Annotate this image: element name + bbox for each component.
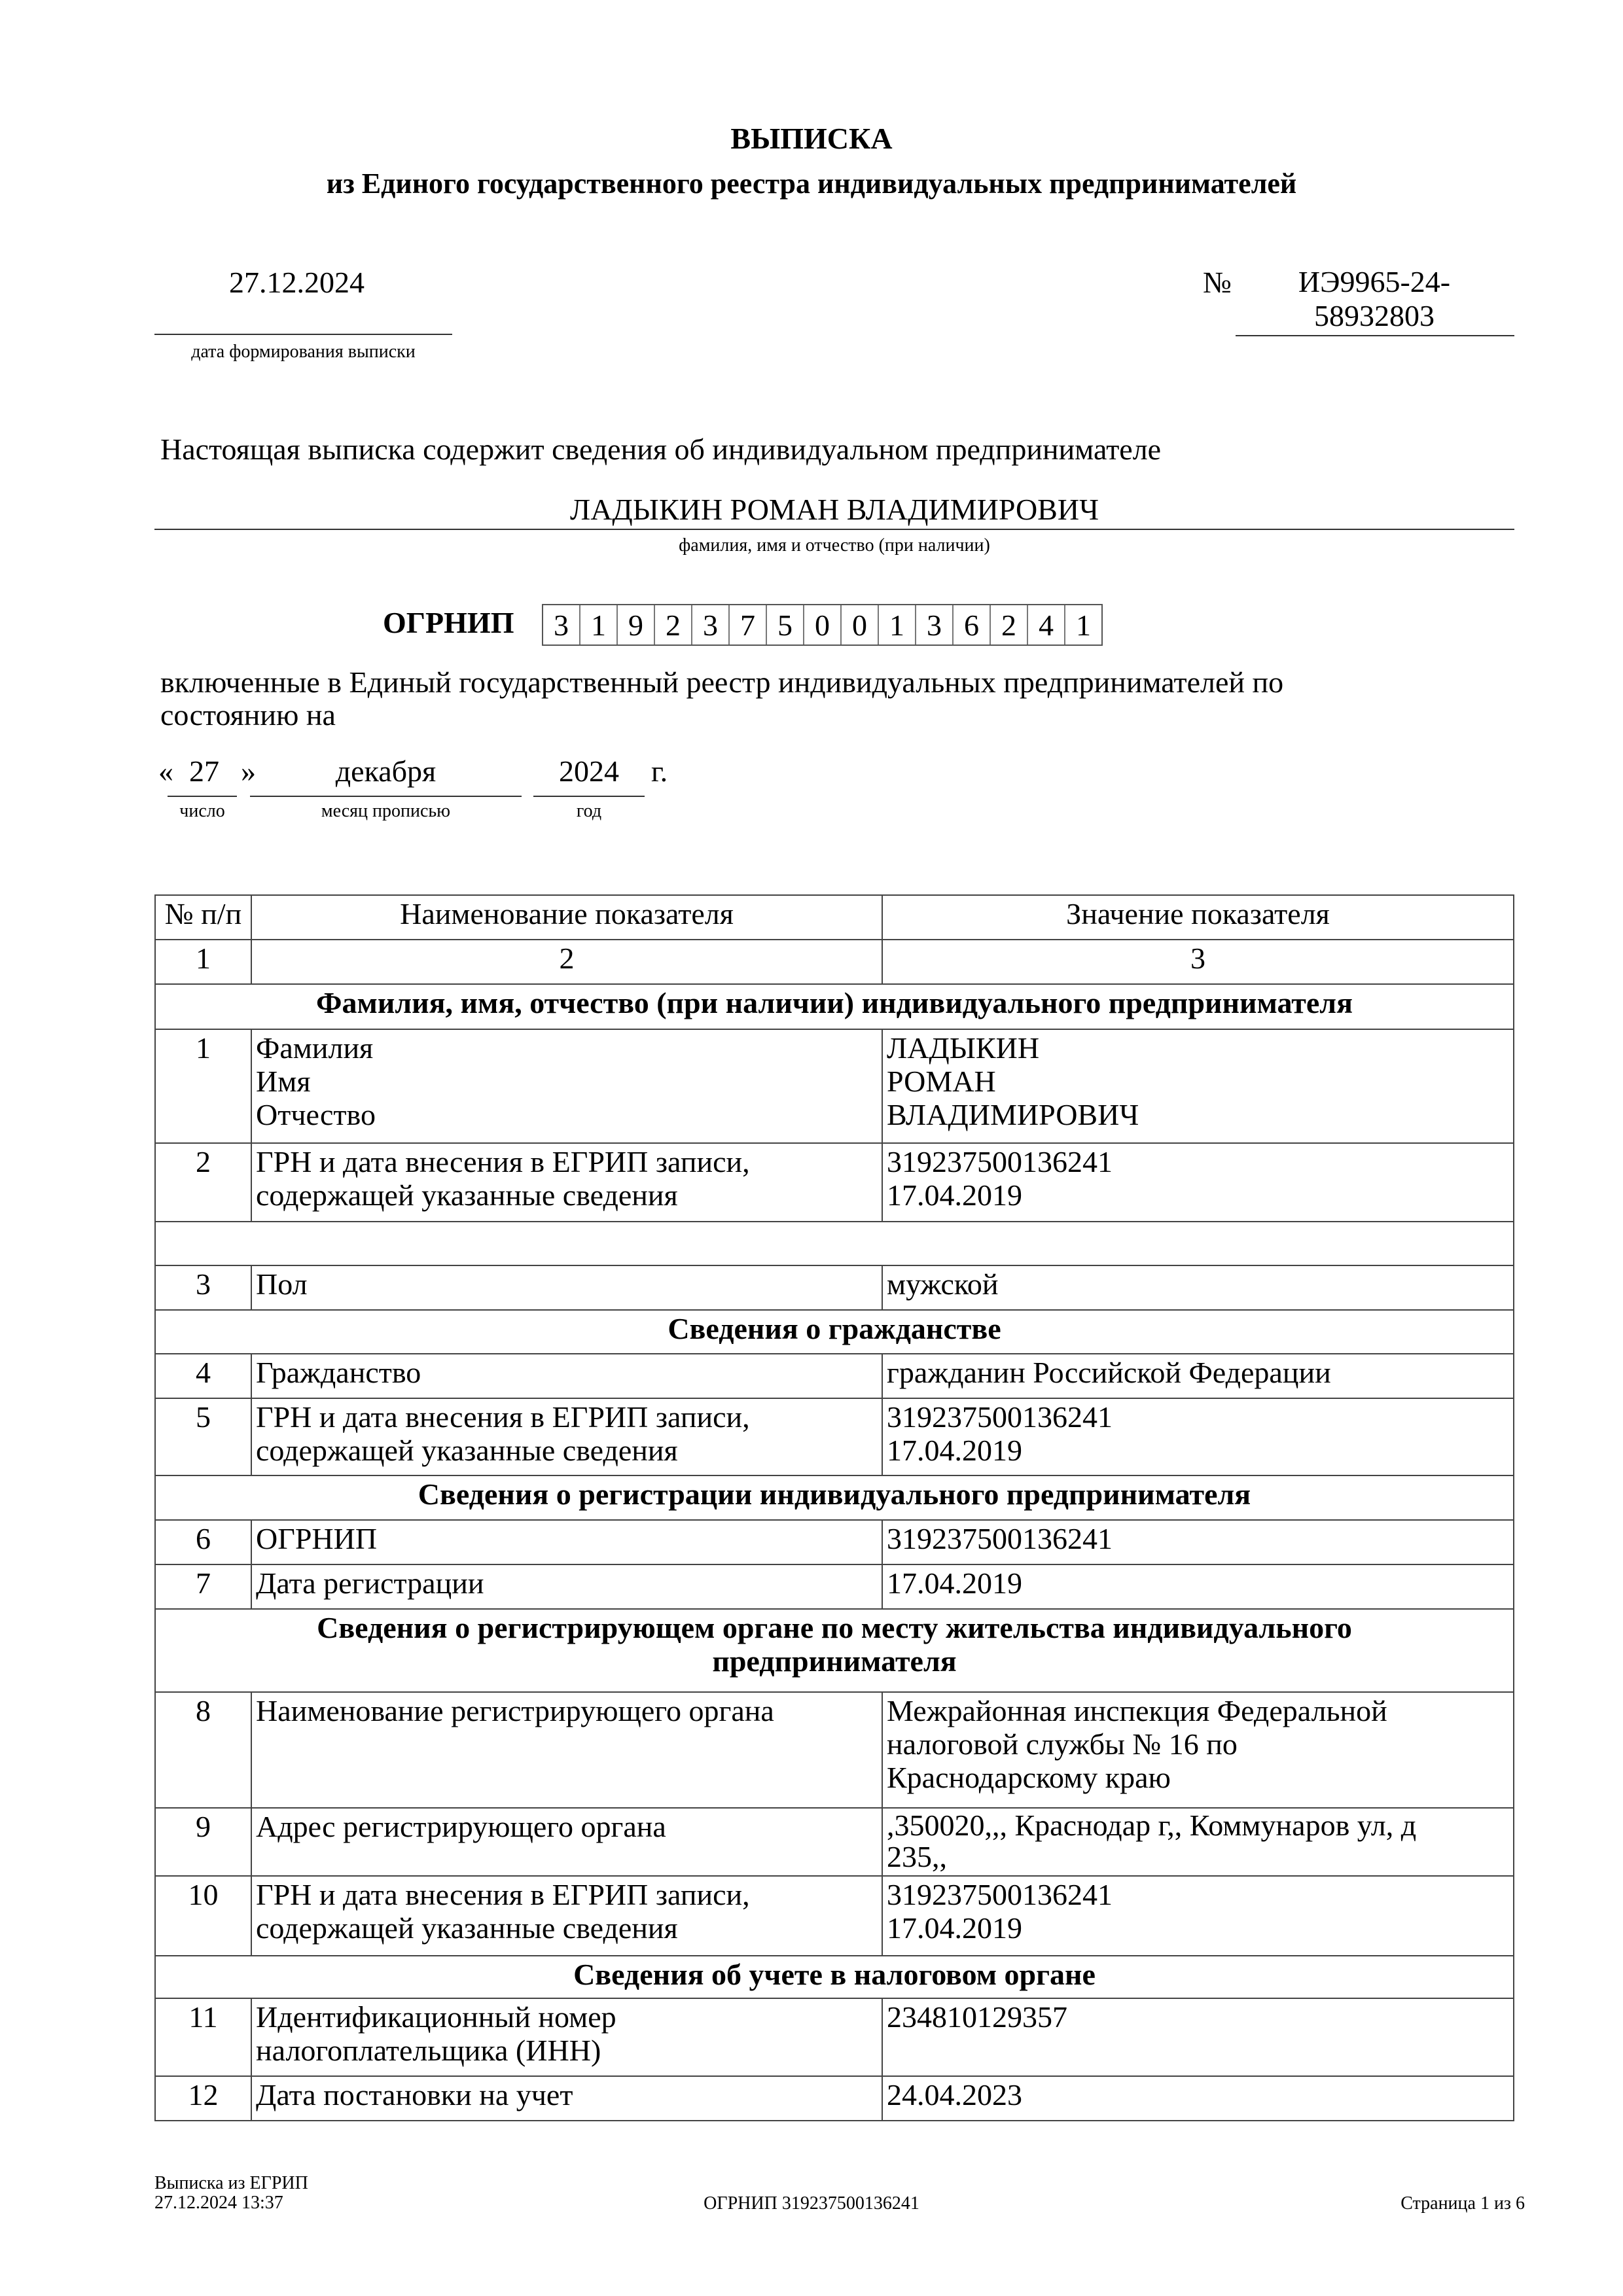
- table-row: [155, 1029, 1514, 1143]
- table-row: [155, 1876, 1514, 1956]
- ogrnip-digit: 3: [543, 605, 580, 645]
- col-number: 2: [251, 940, 882, 984]
- table-row: [155, 1564, 1514, 1609]
- col-number: 3: [882, 940, 1514, 984]
- table-row: [155, 1692, 1514, 1808]
- column-numbers-row: [155, 940, 1514, 984]
- day-underline: [168, 796, 237, 797]
- year-underline: [533, 796, 645, 797]
- table-row: [155, 1520, 1514, 1564]
- section-row: [155, 1609, 1514, 1692]
- row-value: 319237500136241 17.04.2019: [882, 1876, 1514, 1956]
- table-row: [155, 2076, 1514, 2121]
- footer-ogrnip: ОГРНИП 319237500136241: [704, 2193, 919, 2214]
- date-underline: [154, 334, 452, 335]
- col-number: 1: [155, 940, 251, 984]
- included-text-line1: включенные в Единый государственный реестр индивидуальных предпринимателей по: [160, 665, 1284, 699]
- header-indicator-value: Значение показателя: [882, 895, 1514, 940]
- section-tax: Сведения об учете в налоговом органе: [155, 1956, 1514, 1998]
- table-row: [155, 1265, 1514, 1310]
- month-underline: [250, 796, 522, 797]
- row-name: ОГРНИП: [251, 1520, 882, 1564]
- table-row: [155, 1998, 1514, 2076]
- section-fio: Фамилия, имя, отчество (при наличии) индивидуального предпринимателя: [155, 984, 1514, 1029]
- row-number: 8: [155, 1692, 251, 1808]
- empty-cell: [155, 1222, 1514, 1265]
- fio-caption: фамилия, имя и отчество (при наличии): [679, 535, 990, 556]
- extract-number-line1: ИЭ9965-24-: [1298, 265, 1451, 298]
- entrepreneur-fio: ЛАДЫКИН РОМАН ВЛАДИМИРОВИЧ: [570, 493, 1099, 526]
- row-name: Пол: [251, 1265, 882, 1310]
- row-name: Идентификационный номер налогоплательщика (ИНН): [251, 1998, 882, 2076]
- row-name: Гражданство: [251, 1354, 882, 1398]
- row-number: 12: [155, 2076, 251, 2121]
- row-name: ГРН и дата внесения в ЕГРИП записи, содержащей указанные сведения: [251, 1876, 882, 1956]
- month-caption: месяц прописью: [321, 801, 451, 821]
- extract-number-line2: 58932803: [1314, 299, 1435, 332]
- date-caption: дата формирования выписки: [191, 342, 416, 362]
- footer-page-number: Страница 1 из 6: [1400, 2193, 1525, 2214]
- ogrnip-digit: 0: [804, 605, 842, 645]
- ogrnip-digit: 1: [879, 605, 916, 645]
- empty-row: [155, 1222, 1514, 1265]
- section-row: [155, 1956, 1514, 1998]
- included-text: [160, 666, 1283, 732]
- table-row: [155, 1354, 1514, 1398]
- row-value: 319237500136241 17.04.2019: [882, 1398, 1514, 1475]
- row-number: 1: [155, 1029, 251, 1143]
- section-row: [155, 1475, 1514, 1520]
- as-of-year: 2024: [559, 754, 619, 788]
- table-header-row: [155, 895, 1514, 940]
- row-number: 10: [155, 1876, 251, 1956]
- header-indicator-name: Наименование показателя: [251, 895, 882, 940]
- row-value: 17.04.2019: [882, 1564, 1514, 1609]
- row-number: 6: [155, 1520, 251, 1564]
- document-subtitle: из Единого государственного реестра индивидуальных предпринимателей: [326, 168, 1297, 200]
- ogrnip-digit: 2: [655, 605, 692, 645]
- table-row: [155, 1143, 1514, 1222]
- year-caption: год: [576, 801, 602, 821]
- ogrnip-digit: 9: [618, 605, 655, 645]
- row-value: мужской: [882, 1265, 1514, 1310]
- day-caption: число: [179, 801, 225, 821]
- close-quote: »: [241, 754, 256, 788]
- row-number: 3: [155, 1265, 251, 1310]
- ogrnip-digit: 3: [916, 605, 954, 645]
- extract-date: 27.12.2024: [229, 266, 365, 299]
- year-suffix: г.: [651, 754, 668, 788]
- section-citizenship: Сведения о гражданстве: [155, 1310, 1514, 1354]
- section-row: [155, 1310, 1514, 1354]
- header-number: № п/п: [155, 895, 251, 940]
- as-of-day: 27: [189, 754, 219, 788]
- row-number: 2: [155, 1143, 251, 1222]
- egrip-data-table: [154, 894, 1514, 2121]
- section-reg-authority: Сведения о регистрирующем органе по месту жительства индивидуального предпринимателя: [155, 1609, 1514, 1692]
- ogrnip-digit-boxes: [542, 604, 1103, 646]
- open-quote: «: [158, 754, 173, 788]
- table-row: [155, 1398, 1514, 1475]
- section-registration: Сведения о регистрации индивидуального предпринимателя: [155, 1475, 1514, 1520]
- ogrnip-digit: 1: [1076, 608, 1091, 642]
- row-number: 9: [155, 1808, 251, 1876]
- footer-doc-name: Выписка из ЕГРИП: [154, 2173, 308, 2193]
- row-name: Фамилия Имя Отчество: [251, 1029, 882, 1143]
- row-value: Межрайонная инспекция Федеральной налоговой службы № 16 по Краснодарскому краю: [882, 1692, 1514, 1808]
- ogrnip-digit: 6: [954, 605, 991, 645]
- document-title: ВЫПИСКА: [730, 122, 893, 155]
- row-name: Дата регистрации: [251, 1564, 882, 1609]
- ogrnip-digit: 4: [1028, 605, 1065, 645]
- number-underline: [1236, 335, 1514, 336]
- ogrnip-digit: 3: [692, 605, 730, 645]
- row-number: 5: [155, 1398, 251, 1475]
- row-value: 234810129357: [882, 1998, 1514, 2076]
- ogrnip-digit: 7: [730, 605, 767, 645]
- ogrnip-digit: 5: [767, 605, 804, 645]
- row-number: 7: [155, 1564, 251, 1609]
- row-name: ГРН и дата внесения в ЕГРИП записи, содержащей указанные сведения: [251, 1143, 882, 1222]
- number-sign: №: [1203, 266, 1232, 299]
- row-value: 319237500136241: [882, 1520, 1514, 1564]
- section-row: [155, 984, 1514, 1029]
- row-number: 4: [155, 1354, 251, 1398]
- row-name: Наименование регистрирующего органа: [251, 1692, 882, 1808]
- row-value: 319237500136241 17.04.2019: [882, 1143, 1514, 1222]
- fio-underline: [154, 529, 1514, 530]
- row-name: Адрес регистрирующего органа: [251, 1808, 882, 1876]
- included-text-line2: состоянию на: [160, 698, 336, 732]
- as-of-month: декабря: [335, 754, 437, 788]
- footer-timestamp: 27.12.2024 13:37: [154, 2193, 283, 2213]
- extract-number: [1237, 265, 1512, 333]
- row-value: ЛАДЫКИН РОМАН ВЛАДИМИРОВИЧ: [882, 1029, 1514, 1143]
- row-name: ГРН и дата внесения в ЕГРИП записи, содержащей указанные сведения: [251, 1398, 882, 1475]
- intro-text: Настоящая выписка содержит сведения об индивидуальном предпринимателе: [160, 433, 1162, 466]
- ogrnip-label: ОГРНИП: [383, 606, 514, 639]
- row-value: 24.04.2023: [882, 2076, 1514, 2121]
- row-name: Дата постановки на учет: [251, 2076, 882, 2121]
- ogrnip-digit: 1: [580, 605, 618, 645]
- table-row: [155, 1808, 1514, 1876]
- row-value: ,350020,,, Краснодар г,, Коммунаров ул, д 235,,: [882, 1808, 1514, 1876]
- ogrnip-digit: 0: [842, 605, 879, 645]
- ogrnip-digit: 2: [991, 605, 1028, 645]
- row-number: 11: [155, 1998, 251, 2076]
- row-value: гражданин Российской Федерации: [882, 1354, 1514, 1398]
